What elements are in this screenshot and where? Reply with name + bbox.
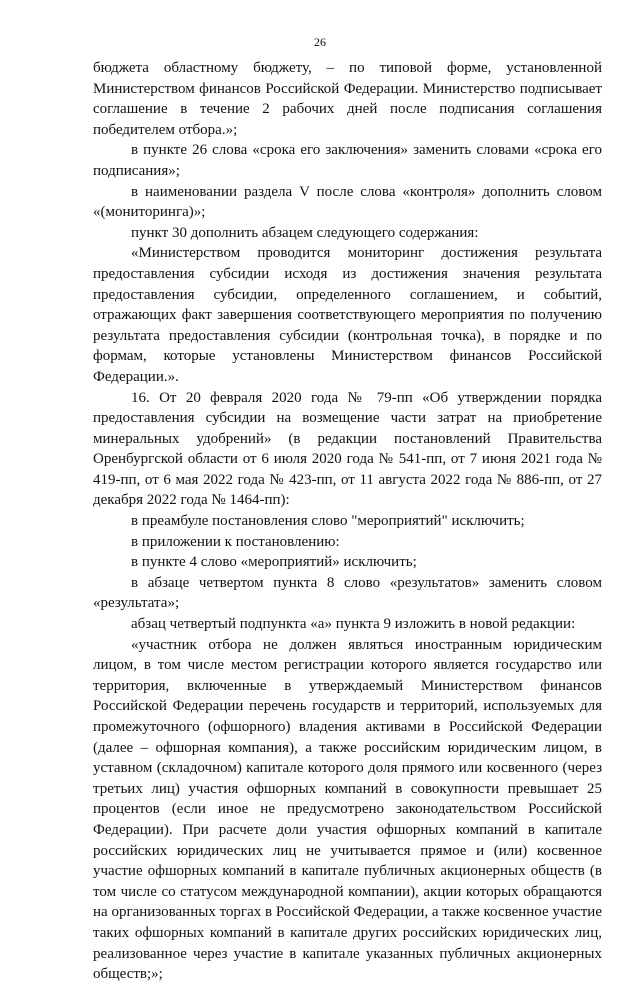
paragraph-preamble: в преамбуле постановления слово "мероприятий" исключить; [131, 513, 525, 530]
paragraph-amendment-item-30: пункт 30 дополнить абзацем следующего содержания: [131, 224, 479, 241]
document-body [93, 58, 602, 985]
paragraph-offshore-text: «участник отбора не должен являться иностранным юридическим лицом, в том числе местом регистрации которого является государство или территория, включенные в утверждаемый Министерством финансов Российской Федерации перечень государств и территорий, используемых для промежуточного (офшорного) владения активами в Российской Федерации (далее – офшорная компания), а также российским юридическим лицом, в уставном (складочном) капитале которого доля прямого или косвенного (через третьих лиц) участия офшорных компаний в совокупности превышает 25 процентов (если иное не предусмотрено законодательством Российской Федерации). При расчете доли участия офшорных компаний в капитале российских юридических лиц не учитывается прямое и (или) косвенное участие офшорных компаний в капитале публичных акционерных обществ (в том числе со статусом международной компании), акции которых обращаются на организованных торгах в Российской Федерации, а также косвенное участие таких офшорных компаний в капитале других российских юридических лиц, реализованное через участие в капитале указанных публичных акционерных обществ;»; [93, 636, 602, 983]
paragraph-monitoring-text: «Министерством проводится мониторинг достижения результата предоставления субсидии исходя из достижения значения результата предоставления субсидии, определенного соглашением, и событий, отражающих факт завершения соответствующего мероприятия по получению результата предоставления субсидии (контрольная точка), в порядке и по формам, которые установлены Министерством финансов Российской Федерации.». [93, 245, 602, 385]
paragraph-appendix: в приложении к постановлению: [131, 533, 340, 550]
paragraph-amendment-section-v: в наименовании раздела V после слова «контроля» дополнить словом «(мониторинга)»; [93, 183, 602, 221]
page-number: 26 [314, 35, 326, 49]
paragraph-amendment-item-26: в пункте 26 слова «срока его заключения» заменить словами «срока его подписания»; [93, 142, 602, 179]
paragraph-item-9: абзац четвертый подпункта «а» пункта 9 изложить в новой редакции: [131, 616, 576, 633]
paragraph-decree-16: 16. От 20 февраля 2020 года № 79-пп «Об утверждении порядка предоставления субсидии на возмещение части затрат на приобретение минеральных удобрений» (в редакции постановлений Правительства Оренбургской области от 6 июля 2020 года № 541-пп, от 7 июня 2021 года № 419-пп, от 6 мая 2022 года № 423-пп, от 11 августа 2022 года № 886-пп, от 27 декабря 2022 года № 1464-пп): [93, 389, 602, 509]
paragraph-continuation: бюджета областному бюджету, – по типовой форме, установленной Министерством финансов Российской Федерации. Министерство подписывает соглашение в течение 2 рабочих дней после подписания соглашения победителем отбора.»; [93, 60, 602, 138]
paragraph-item-4: в пункте 4 слово «мероприятий» исключить; [131, 554, 417, 571]
paragraph-item-8: в абзаце четвертом пункта 8 слово «результатов» заменить словом «результата»; [93, 574, 602, 612]
